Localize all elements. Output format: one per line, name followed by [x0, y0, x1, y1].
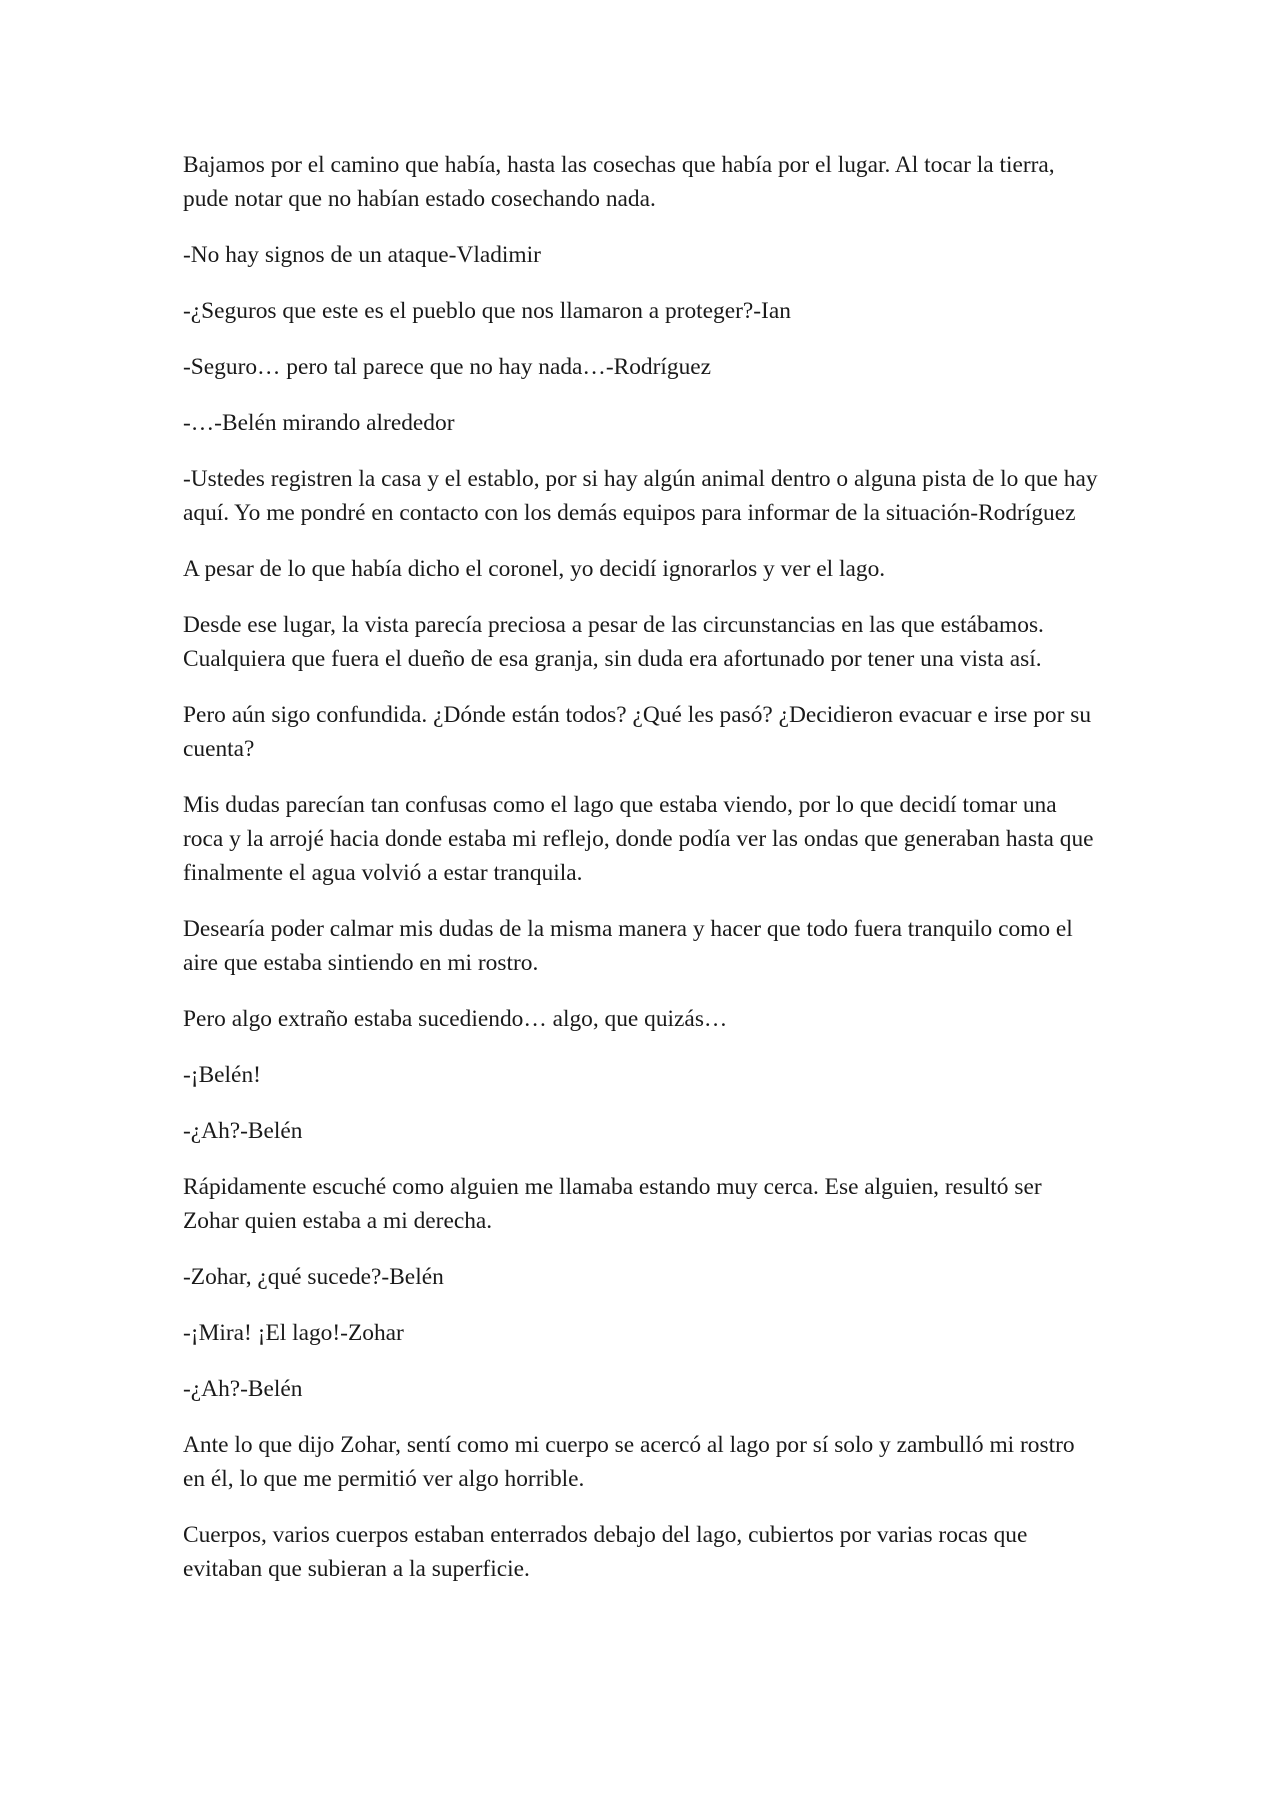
paragraph: Pero aún sigo confundida. ¿Dónde están todos? ¿Qué les pasó? ¿Decidieron evacuar e irse por su cuenta?: [183, 702, 1092, 762]
dialogue-line: -¿Ah?-Belén: [183, 1376, 303, 1402]
dialogue-line: -…-Belén mirando alrededor: [183, 410, 455, 436]
paragraph: Pero algo extraño estaba sucediendo… algo, que quizás…: [183, 1006, 728, 1032]
dialogue-line: -¡Mira! ¡El lago!-Zohar: [183, 1320, 404, 1346]
paragraph: Mis dudas parecían tan confusas como el lago que estaba viendo, por lo que decidí tomar una roca y la arrojé hacia donde estaba mi reflejo, donde podía ver las ondas que generaban hasta que finalmente el agua volvió a estar tranquila.: [183, 792, 1094, 886]
dialogue-line: -Ustedes registren la casa y el establo, por si hay algún animal dentro o alguna pista de lo que hay aquí. Yo me pondré en contacto con los demás equipos para informar de la situación-Rodríguez: [183, 466, 1098, 526]
document-body: [183, 148, 1101, 1608]
paragraph: Desearía poder calmar mis dudas de la misma manera y hacer que todo fuera tranquilo como el aire que estaba sintiendo en mi rostro.: [183, 916, 1073, 976]
dialogue-line: -¡Belén!: [183, 1062, 261, 1088]
paragraph: Rápidamente escuché como alguien me llamaba estando muy cerca. Ese alguien, resultó ser Zohar quien estaba a mi derecha.: [183, 1174, 1042, 1234]
paragraph: A pesar de lo que había dicho el coronel, yo decidí ignorarlos y ver el lago.: [183, 556, 886, 582]
paragraph: Desde ese lugar, la vista parecía preciosa a pesar de las circunstancias en las que estábamos. Cualquiera que fuera el dueño de esa granja, sin duda era afortunado por tener una vista así.: [183, 612, 1044, 672]
paragraph: Cuerpos, varios cuerpos estaban enterrados debajo del lago, cubiertos por varias rocas que evitaban que subieran a la superficie.: [183, 1522, 1028, 1582]
dialogue-line: -Zohar, ¿qué sucede?-Belén: [183, 1264, 444, 1290]
dialogue-line: -No hay signos de un ataque-Vladimir: [183, 242, 541, 268]
paragraph: Ante lo que dijo Zohar, sentí como mi cuerpo se acercó al lago por sí solo y zambulló mi rostro en él, lo que me permitió ver algo horrible.: [183, 1432, 1075, 1492]
dialogue-line: -Seguro… pero tal parece que no hay nada…-Rodríguez: [183, 354, 712, 380]
dialogue-line: -¿Seguros que este es el pueblo que nos llamaron a proteger?-Ian: [183, 298, 791, 324]
dialogue-line: -¿Ah?-Belén: [183, 1118, 303, 1144]
paragraph: Bajamos por el camino que había, hasta las cosechas que había por el lugar. Al tocar la tierra, pude notar que no habían estado cosechando nada.: [183, 152, 1055, 212]
